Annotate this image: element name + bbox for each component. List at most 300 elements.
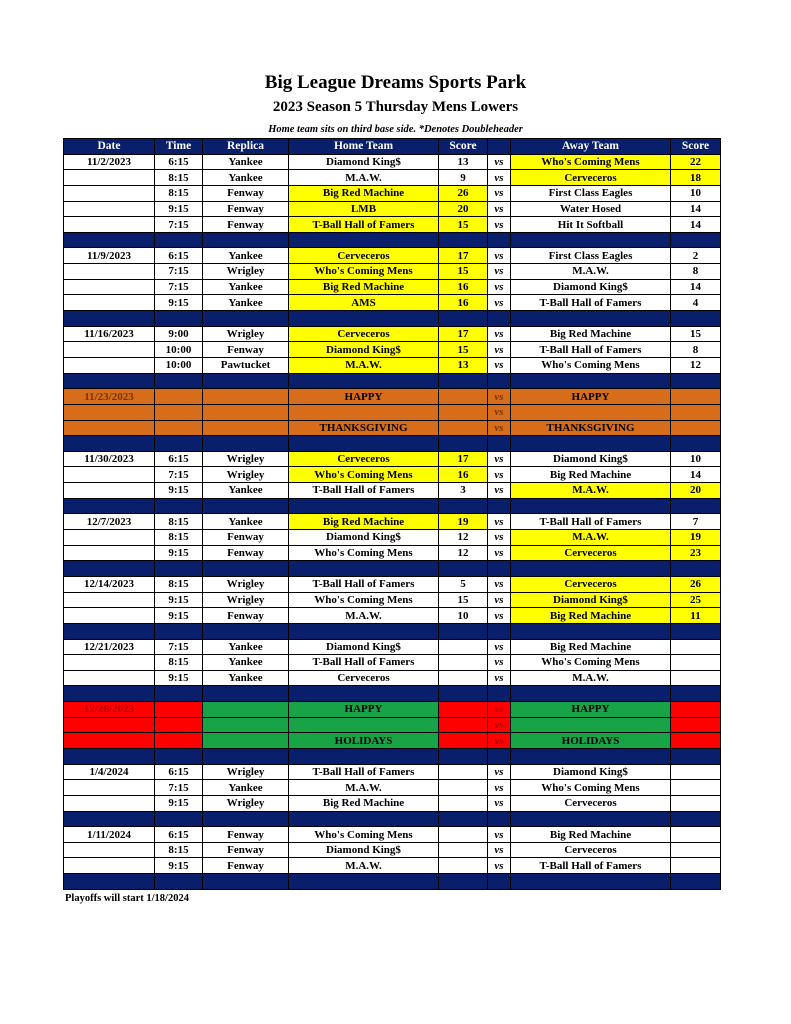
replica-field: Wrigley [203, 264, 289, 280]
separator-cell [155, 436, 203, 452]
week-date [64, 185, 155, 201]
game-row [64, 248, 721, 264]
away-team: Who's Coming Mens [511, 357, 671, 373]
game-row [64, 764, 721, 780]
week-date [64, 264, 155, 280]
replica-field: Fenway [203, 530, 289, 546]
replica-field: Yankee [203, 483, 289, 499]
vs-label: vs [488, 795, 511, 811]
home-team: Big Red Machine [289, 279, 439, 295]
separator-cell [155, 311, 203, 327]
schedule-table [63, 138, 721, 890]
away-score [671, 858, 721, 874]
separator-cell [439, 436, 488, 452]
separator-cell [488, 498, 511, 514]
separator-cell [511, 436, 671, 452]
home-score: 9 [439, 170, 488, 186]
away-score [671, 717, 721, 733]
game-time: 8:15 [155, 576, 203, 592]
vs-label: vs [488, 842, 511, 858]
vs-label: vs [488, 404, 511, 420]
away-score [671, 420, 721, 436]
separator-cell [439, 874, 488, 890]
vs-label: vs [488, 530, 511, 546]
separator-cell [64, 436, 155, 452]
col-away-team-header: Away Team [511, 139, 671, 155]
separator-cell [203, 686, 289, 702]
home-team: M.A.W. [289, 608, 439, 624]
vs-label: vs [488, 858, 511, 874]
away-score [671, 670, 721, 686]
replica-cell [203, 733, 289, 749]
separator-cell [439, 311, 488, 327]
separator-cell [203, 232, 289, 248]
separator-cell [203, 561, 289, 577]
home-score [439, 780, 488, 796]
week-date: 1/4/2024 [64, 764, 155, 780]
schedule-body [64, 154, 721, 889]
separator-cell [488, 623, 511, 639]
col-home-score-header: Score [439, 139, 488, 155]
game-time: 7:15 [155, 217, 203, 233]
separator-cell [289, 373, 439, 389]
game-time: 6:15 [155, 827, 203, 843]
separator-cell [439, 748, 488, 764]
away-team: Hit It Softball [511, 217, 671, 233]
home-score: 17 [439, 326, 488, 342]
separator-cell [439, 811, 488, 827]
separator-cell [439, 498, 488, 514]
separator-cell [671, 373, 721, 389]
game-time: 8:15 [155, 655, 203, 671]
home-team: M.A.W. [289, 780, 439, 796]
replica-field: Fenway [203, 827, 289, 843]
separator-cell [289, 498, 439, 514]
game-row [64, 576, 721, 592]
away-score: 14 [671, 279, 721, 295]
game-time: 6:15 [155, 451, 203, 467]
replica-field: Fenway [203, 342, 289, 358]
vs-label: vs [488, 279, 511, 295]
week-date: 12/21/2023 [64, 639, 155, 655]
away-score: 25 [671, 592, 721, 608]
vs-label: vs [488, 827, 511, 843]
replica-field: Yankee [203, 170, 289, 186]
separator-cell [439, 373, 488, 389]
replica-field: Fenway [203, 185, 289, 201]
vs-label: vs [488, 217, 511, 233]
time-cell [155, 733, 203, 749]
time-cell [155, 404, 203, 420]
replica-field: Yankee [203, 639, 289, 655]
home-team: M.A.W. [289, 858, 439, 874]
week-separator [64, 311, 721, 327]
home-team: Who's Coming Mens [289, 467, 439, 483]
separator-cell [289, 232, 439, 248]
home-team: Cerveceros [289, 248, 439, 264]
away-team: Big Red Machine [511, 326, 671, 342]
away-team: Who's Coming Mens [511, 780, 671, 796]
page-subtitle: 2023 Season 5 Thursday Mens Lowers [272, 99, 519, 115]
away-team: M.A.W. [511, 264, 671, 280]
separator-cell [155, 874, 203, 890]
game-time: 8:15 [155, 170, 203, 186]
away-score [671, 404, 721, 420]
separator-cell [671, 436, 721, 452]
game-row [64, 279, 721, 295]
away-score: 7 [671, 514, 721, 530]
home-team: AMS [289, 295, 439, 311]
col-replica-header: Replica [203, 139, 289, 155]
separator-cell [203, 498, 289, 514]
home-score: 5 [439, 576, 488, 592]
week-date [64, 608, 155, 624]
week-date [64, 780, 155, 796]
thanksgiving-row [64, 404, 721, 420]
vs-label: vs [488, 780, 511, 796]
game-time: 7:15 [155, 639, 203, 655]
week-date: 12/14/2023 [64, 576, 155, 592]
separator-cell [203, 874, 289, 890]
vs-label: vs [488, 670, 511, 686]
week-date [64, 217, 155, 233]
col-home-team-header: Home Team [289, 139, 439, 155]
replica-field: Wrigley [203, 326, 289, 342]
home-score: 12 [439, 530, 488, 546]
away-team: Who's Coming Mens [511, 154, 671, 170]
separator-cell [155, 498, 203, 514]
replica-field: Yankee [203, 154, 289, 170]
vs-label: vs [488, 389, 511, 405]
week-separator [64, 748, 721, 764]
separator-cell [289, 311, 439, 327]
home-team: T-Ball Hall of Famers [289, 483, 439, 499]
week-date: 12/28/2023 [64, 702, 155, 718]
away-score: 15 [671, 326, 721, 342]
home-team: Big Red Machine [289, 795, 439, 811]
home-team: T-Ball Hall of Famers [289, 217, 439, 233]
separator-cell [439, 623, 488, 639]
game-row [64, 842, 721, 858]
game-time: 8:15 [155, 514, 203, 530]
home-score: 15 [439, 592, 488, 608]
game-row [64, 655, 721, 671]
holiday-word: HAPPY [511, 702, 671, 718]
home-team: T-Ball Hall of Famers [289, 764, 439, 780]
week-date: 12/7/2023 [64, 514, 155, 530]
week-date [64, 592, 155, 608]
home-team: Big Red Machine [289, 185, 439, 201]
away-score [671, 639, 721, 655]
away-team: T-Ball Hall of Famers [511, 514, 671, 530]
game-time: 8:15 [155, 530, 203, 546]
away-score [671, 389, 721, 405]
separator-cell [155, 373, 203, 389]
separator-cell [511, 561, 671, 577]
game-row [64, 483, 721, 499]
home-team: Cerveceros [289, 326, 439, 342]
away-team: Cerveceros [511, 576, 671, 592]
vs-label: vs [488, 639, 511, 655]
schedule-note: Home team sits on third base side. *Denotes Doubleheader [268, 124, 523, 135]
col-vs-header [488, 139, 511, 155]
home-score [439, 858, 488, 874]
separator-cell [671, 232, 721, 248]
separator-cell [488, 561, 511, 577]
game-time: 7:15 [155, 780, 203, 796]
home-team: Big Red Machine [289, 514, 439, 530]
holiday-word: THANKSGIVING [511, 420, 671, 436]
game-row [64, 827, 721, 843]
week-date [64, 842, 155, 858]
home-score [439, 733, 488, 749]
game-time: 9:15 [155, 592, 203, 608]
vs-label: vs [488, 764, 511, 780]
week-date [64, 357, 155, 373]
separator-cell [155, 623, 203, 639]
away-score: 18 [671, 170, 721, 186]
separator-cell [203, 811, 289, 827]
away-score [671, 780, 721, 796]
separator-cell [289, 623, 439, 639]
away-team: T-Ball Hall of Famers [511, 295, 671, 311]
home-score [439, 639, 488, 655]
separator-cell [289, 748, 439, 764]
away-team: Water Hosed [511, 201, 671, 217]
separator-cell [439, 232, 488, 248]
home-score [439, 670, 488, 686]
away-score [671, 655, 721, 671]
separator-cell [488, 811, 511, 827]
home-score: 16 [439, 467, 488, 483]
game-row [64, 780, 721, 796]
game-row [64, 342, 721, 358]
away-team: Cerveceros [511, 545, 671, 561]
separator-cell [64, 811, 155, 827]
week-date [64, 483, 155, 499]
home-score [439, 389, 488, 405]
separator-cell [64, 623, 155, 639]
game-time: 9:15 [155, 545, 203, 561]
away-team: First Class Eagles [511, 185, 671, 201]
separator-cell [488, 686, 511, 702]
holidays-row [64, 717, 721, 733]
separator-cell [511, 748, 671, 764]
separator-cell [671, 686, 721, 702]
replica-field: Fenway [203, 842, 289, 858]
separator-cell [511, 498, 671, 514]
replica-field: Fenway [203, 608, 289, 624]
week-date: 11/2/2023 [64, 154, 155, 170]
game-row [64, 467, 721, 483]
separator-cell [155, 561, 203, 577]
home-team: T-Ball Hall of Famers [289, 576, 439, 592]
replica-cell [203, 420, 289, 436]
away-team: Cerveceros [511, 795, 671, 811]
vs-label: vs [488, 467, 511, 483]
separator-cell [289, 874, 439, 890]
replica-field: Fenway [203, 858, 289, 874]
game-row [64, 514, 721, 530]
game-row [64, 670, 721, 686]
home-score [439, 842, 488, 858]
home-team: Who's Coming Mens [289, 827, 439, 843]
holiday-word: HAPPY [511, 389, 671, 405]
separator-cell [203, 311, 289, 327]
game-time: 8:15 [155, 842, 203, 858]
home-team: Diamond King$ [289, 530, 439, 546]
away-score [671, 702, 721, 718]
away-score [671, 842, 721, 858]
home-team: Who's Coming Mens [289, 264, 439, 280]
vs-label: vs [488, 514, 511, 530]
away-score: 14 [671, 217, 721, 233]
home-score: 17 [439, 248, 488, 264]
week-date [64, 420, 155, 436]
vs-label: vs [488, 357, 511, 373]
away-team: Big Red Machine [511, 639, 671, 655]
home-team: Diamond King$ [289, 842, 439, 858]
week-date [64, 717, 155, 733]
home-score [439, 764, 488, 780]
separator-cell [64, 498, 155, 514]
game-time: 9:00 [155, 326, 203, 342]
home-score [439, 717, 488, 733]
holiday-word: HAPPY [289, 702, 439, 718]
week-separator [64, 561, 721, 577]
vs-label: vs [488, 717, 511, 733]
vs-label: vs [488, 185, 511, 201]
away-score: 14 [671, 201, 721, 217]
separator-cell [439, 686, 488, 702]
vs-label: vs [488, 655, 511, 671]
home-score: 20 [439, 201, 488, 217]
home-score [439, 404, 488, 420]
vs-label: vs [488, 592, 511, 608]
away-score: 22 [671, 154, 721, 170]
away-team: Diamond King$ [511, 764, 671, 780]
separator-cell [289, 436, 439, 452]
holiday-word: HOLIDAYS [511, 733, 671, 749]
game-row [64, 295, 721, 311]
game-time: 9:15 [155, 201, 203, 217]
separator-cell [64, 561, 155, 577]
holiday-word: HOLIDAYS [289, 733, 439, 749]
game-time: 9:15 [155, 295, 203, 311]
time-cell [155, 702, 203, 718]
game-time: 9:15 [155, 795, 203, 811]
game-row [64, 530, 721, 546]
game-time: 6:15 [155, 764, 203, 780]
home-score: 26 [439, 185, 488, 201]
week-separator [64, 623, 721, 639]
home-score: 19 [439, 514, 488, 530]
home-score [439, 420, 488, 436]
separator-cell [511, 232, 671, 248]
game-time: 9:15 [155, 608, 203, 624]
replica-field: Fenway [203, 217, 289, 233]
away-score: 14 [671, 467, 721, 483]
away-team: Cerveceros [511, 842, 671, 858]
home-score [439, 655, 488, 671]
away-score [671, 733, 721, 749]
game-row [64, 357, 721, 373]
game-row [64, 639, 721, 655]
separator-cell [671, 623, 721, 639]
holidays-row [64, 733, 721, 749]
replica-cell [203, 702, 289, 718]
week-date: 1/11/2024 [64, 827, 155, 843]
week-date [64, 404, 155, 420]
separator-cell [488, 436, 511, 452]
week-date [64, 170, 155, 186]
vs-label: vs [488, 733, 511, 749]
separator-cell [671, 311, 721, 327]
week-date [64, 858, 155, 874]
playoffs-note: Playoffs will start 1/18/2024 [65, 893, 189, 904]
game-time: 6:15 [155, 248, 203, 264]
away-team: Diamond King$ [511, 451, 671, 467]
week-date [64, 655, 155, 671]
week-date [64, 342, 155, 358]
week-date [64, 670, 155, 686]
week-date [64, 545, 155, 561]
away-team: M.A.W. [511, 670, 671, 686]
week-separator [64, 436, 721, 452]
game-row [64, 795, 721, 811]
replica-cell [203, 404, 289, 420]
away-team: M.A.W. [511, 530, 671, 546]
separator-cell [203, 623, 289, 639]
game-row [64, 217, 721, 233]
game-row [64, 170, 721, 186]
home-team: T-Ball Hall of Famers [289, 655, 439, 671]
separator-cell [64, 232, 155, 248]
replica-field: Wrigley [203, 451, 289, 467]
separator-cell [64, 311, 155, 327]
vs-label: vs [488, 170, 511, 186]
separator-cell [155, 232, 203, 248]
home-score: 15 [439, 217, 488, 233]
home-score: 15 [439, 342, 488, 358]
separator-cell [439, 561, 488, 577]
away-score: 8 [671, 342, 721, 358]
thanksgiving-row [64, 420, 721, 436]
separator-cell [64, 686, 155, 702]
away-team: Who's Coming Mens [511, 655, 671, 671]
away-score: 12 [671, 357, 721, 373]
separator-cell [289, 561, 439, 577]
separator-cell [203, 748, 289, 764]
vs-label: vs [488, 451, 511, 467]
vs-label: vs [488, 342, 511, 358]
game-time: 7:15 [155, 467, 203, 483]
away-team: Diamond King$ [511, 279, 671, 295]
replica-field: Yankee [203, 670, 289, 686]
separator-cell [671, 561, 721, 577]
replica-field: Wrigley [203, 795, 289, 811]
separator-cell [671, 874, 721, 890]
separator-cell [671, 748, 721, 764]
away-score: 19 [671, 530, 721, 546]
home-score: 13 [439, 154, 488, 170]
away-score: 8 [671, 264, 721, 280]
separator-cell [64, 748, 155, 764]
home-score: 12 [439, 545, 488, 561]
holidays-row [64, 702, 721, 718]
vs-label: vs [488, 248, 511, 264]
game-time: 6:15 [155, 154, 203, 170]
